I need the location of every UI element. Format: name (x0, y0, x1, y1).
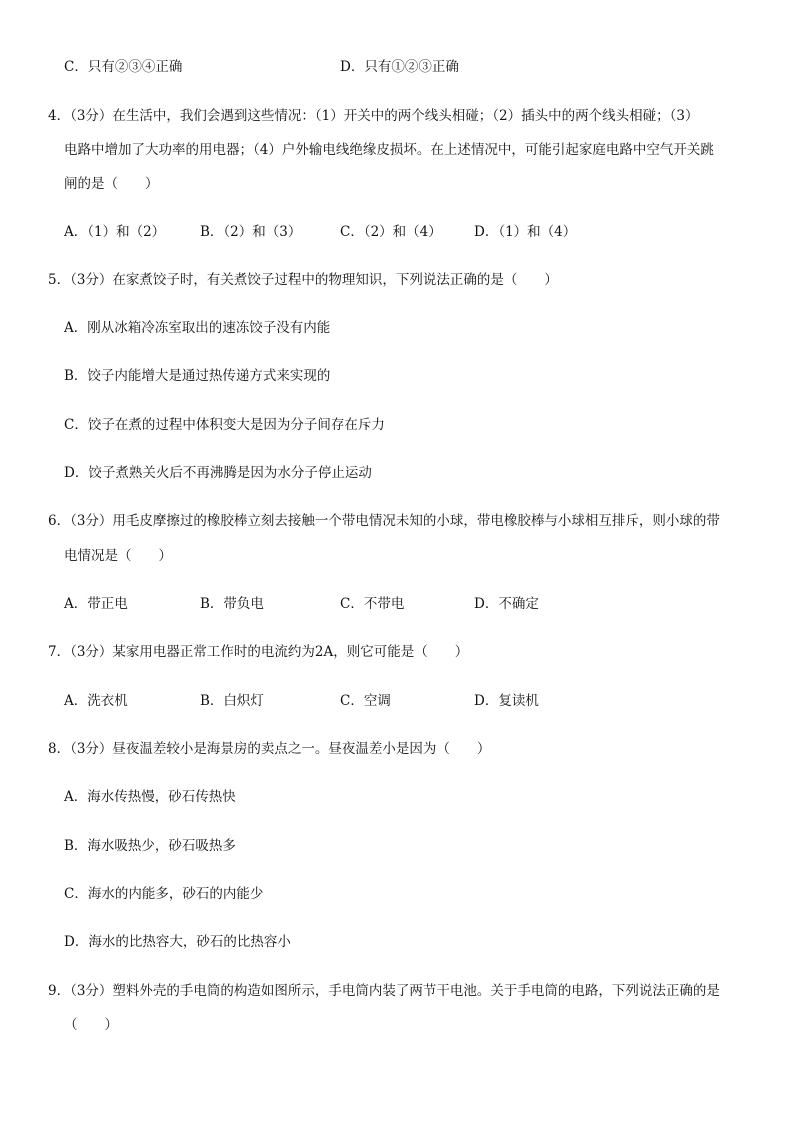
q6-stem-line-2: 电情况是（ ） (64, 548, 172, 564)
q8-stem: 8．（3分）昼夜温差较小是海景房的卖点之一。昼夜温差小是因为（ ） (48, 741, 491, 757)
q8-option-d: D．海水的比热容大，砂石的比热容小 (64, 934, 291, 950)
q7-option-b: B．白炽灯 (200, 693, 264, 709)
q9-stem-line-1: 9．（3分）塑料外壳的手电筒的构造如图所示，手电筒内装了两节干电池。关于手电筒的电路，下列说法正确的是 (48, 983, 720, 999)
q4-stem-line-3: 闸的是（ ） (64, 176, 159, 192)
q6-stem-line-1: 6．（3分）用毛皮摩擦过的橡胶棒立刻去接触一个带电情况未知的小球，带电橡胶棒与小球相互排斥，则小球的带 (48, 513, 720, 529)
q8-option-a: A．海水传热慢，砂石传热快 (64, 789, 236, 805)
q6-option-d: D．不确定 (474, 596, 539, 612)
q4-stem-line-1: 4．（3分）在生活中，我们会遇到这些情况：（1）开关中的两个线头相碰；（2）插头中的两个线头相碰；（3） (48, 108, 699, 124)
q7-option-a: A．洗衣机 (64, 693, 128, 709)
q5-stem: 5．（3分）在家煮饺子时，有关煮饺子过程中的物理知识，下列说法正确的是（ ） (48, 272, 558, 288)
q7-option-c: C．空调 (340, 693, 391, 709)
q4-option-b: B．（2）和（3） (200, 224, 302, 240)
q3-option-d: D．只有①②③正确 (340, 59, 459, 75)
q4-option-c: C．（2）和（4） (340, 224, 442, 240)
q5-option-c: C．饺子在煮的过程中体积变大是因为分子间存在斥力 (64, 417, 385, 433)
q4-option-a: A．（1）和（2） (64, 224, 166, 240)
q8-option-b: B．海水吸热少，砂石吸热多 (64, 838, 236, 854)
q4-option-d: D．（1）和（4） (474, 224, 577, 240)
q5-option-d: D．饺子煮熟关火后不再沸腾是因为水分子停止运动 (64, 465, 372, 481)
q9-stem-line-2: （ ） (64, 1017, 118, 1033)
q6-option-a: A．带正电 (64, 596, 128, 612)
q6-option-b: B．带负电 (200, 596, 264, 612)
q7-stem: 7．（3分）某家用电器正常工作时的电流约为2A，则它可能是（ ） (48, 644, 469, 660)
q7-option-d: D．复读机 (474, 693, 539, 709)
q6-option-c: C．不带电 (340, 596, 405, 612)
q4-stem-line-2: 电路中增加了大功率的用电器；（4）户外输电线绝缘皮损坏。在上述情况中，可能引起家庭电路中空气开关跳 (64, 142, 714, 158)
q8-option-c: C．海水的内能多，砂石的内能少 (64, 886, 264, 902)
q5-option-b: B．饺子内能增大是通过热传递方式来实现的 (64, 368, 331, 384)
q5-option-a: A．刚从冰箱冷冻室取出的速冻饺子没有内能 (64, 320, 331, 336)
q3-option-c: C．只有②③④正确 (64, 59, 183, 75)
